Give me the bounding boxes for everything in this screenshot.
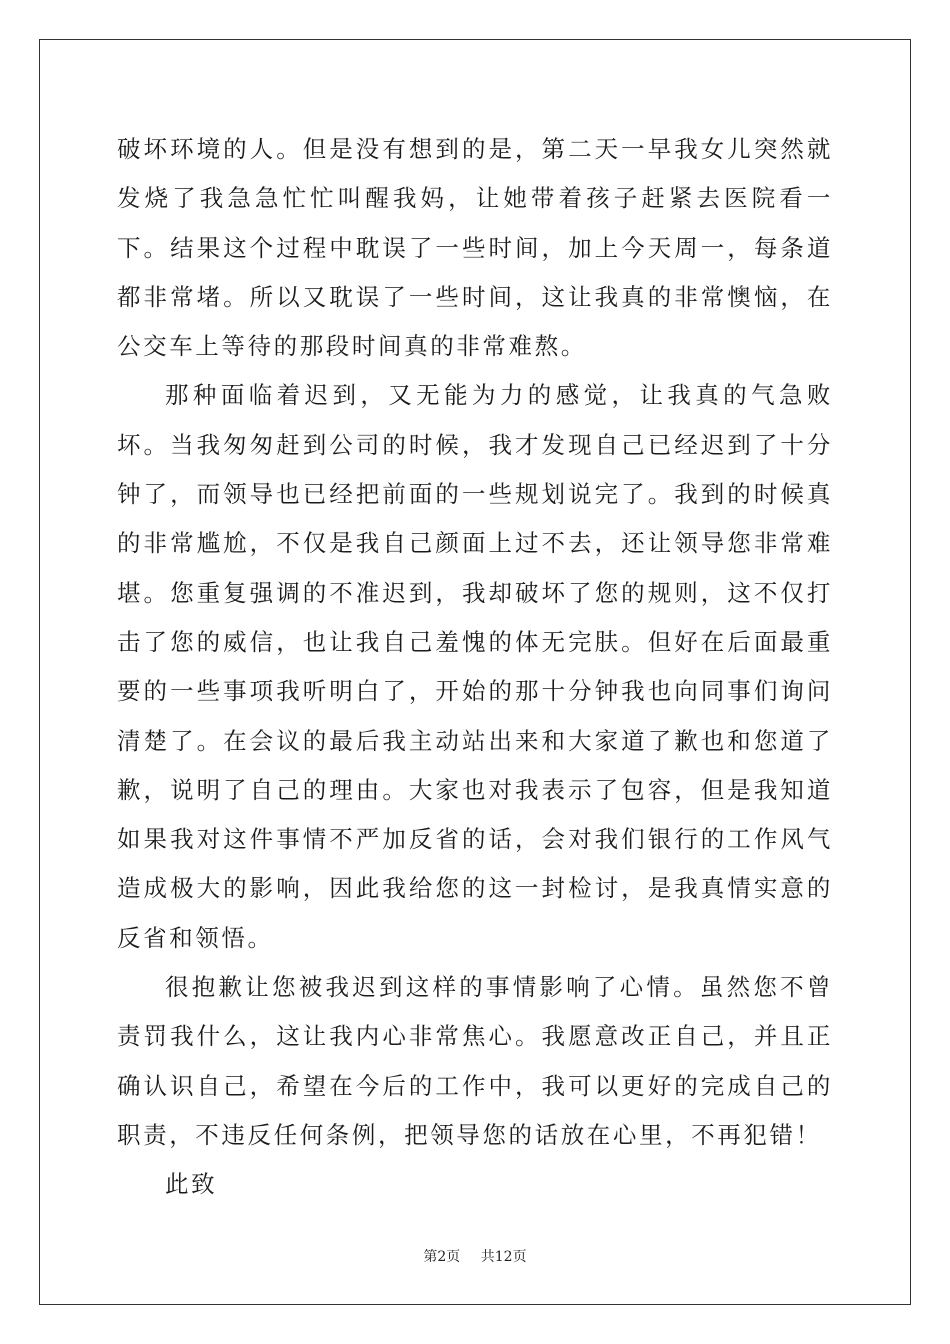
paragraph-3: 很抱歉让您被我迟到这样的事情影响了心情。虽然您不曾责罚我什么，这让我内心非常焦心。我愿意改正自己，并且正确认识自己，希望在今后的工作中，我可以更好的完成自己的职责，不违反任何条例，把领导您的话放在心里，不再犯错！ [117,973,833,1149]
paragraph-1: 破坏环境的人。但是没有想到的是，第二天一早我女儿突然就发烧了我急急忙忙叫醒我妈，让她带着孩子赶紧去医院看一下。结果这个过程中耽误了一些时间，加上今天周一，每条道都非常堵。所以又耽误了一些时间，这让我真的非常懊恼，在公交车上等待的那段时间真的非常难熬。 [117,135,833,361]
document-body [117,125,833,1210]
page-number: 第2页 [423,1249,461,1265]
page-total: 共12页 [480,1249,527,1265]
page-footer [0,1246,950,1266]
closing-salutation: 此致 [165,1170,218,1199]
paragraph-2: 那种面临着迟到，又无能为力的感觉，让我真的气急败坏。当我匆匆赶到公司的时候，我才发现自己已经迟到了十分钟了，而领导也已经把前面的一些规划说完了。我到的时候真的非常尴尬，不仅是我自己颜面上过不去，还让领导您非常难堪。您重复强调的不准迟到，我却破坏了您的规则，这不仅打击了您的威信，也让我自己羞愧的体无完肤。但好在后面最重要的一些事项我听明白了，开始的那十分钟我也向同事们询问清楚了。在会议的最后我主动站出来和大家道了歉也和您道了歉，说明了自己的理由。大家也对我表示了包容，但是我知道如果我对这件事情不严加反省的话，会对我们银行的工作风气造成极大的影响，因此我给您的这一封检讨，是我真情实意的反省和领悟。 [117,381,833,952]
